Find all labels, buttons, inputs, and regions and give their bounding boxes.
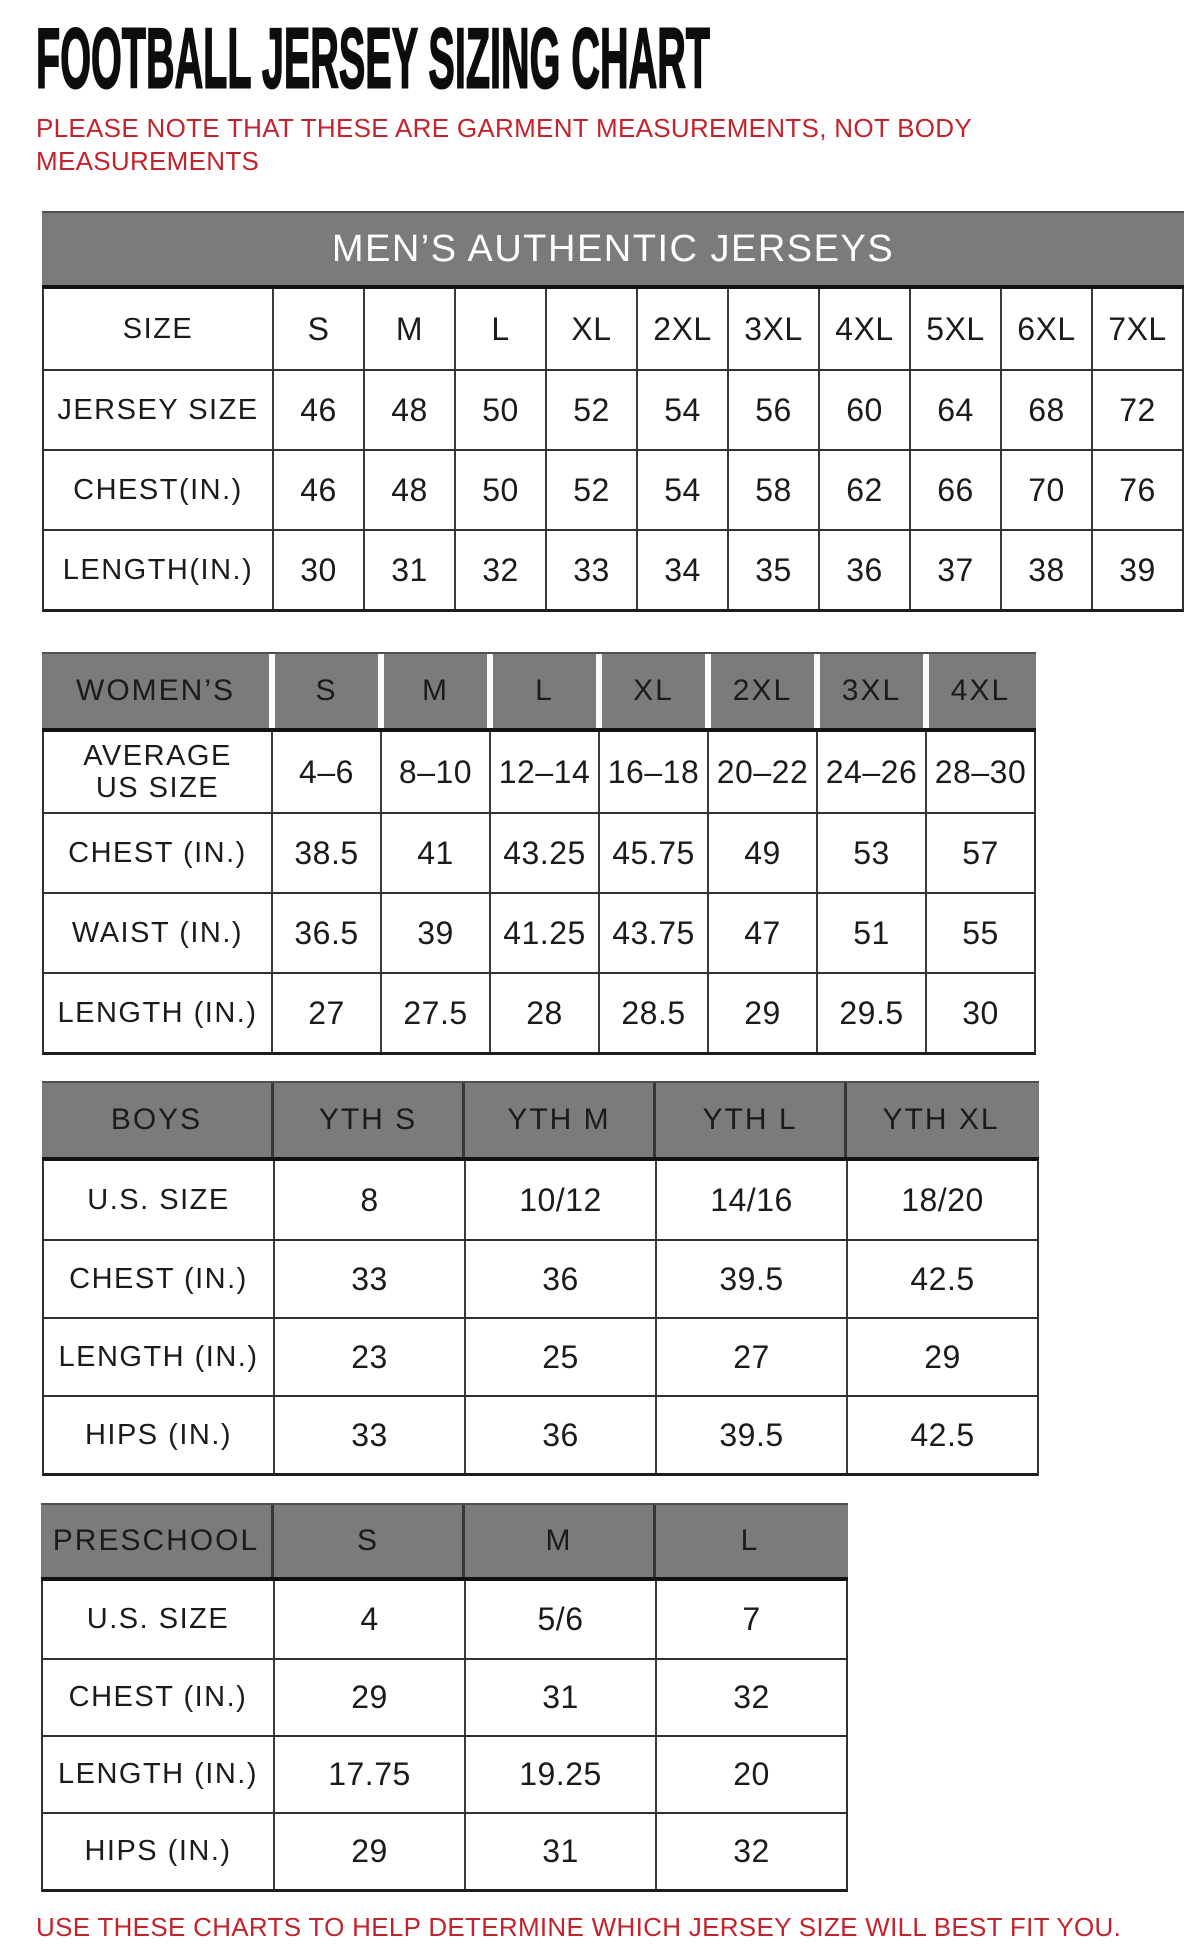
size-value-cell: L <box>454 289 545 369</box>
table-body <box>42 1161 1039 1476</box>
size-value-cell: XL <box>545 289 636 369</box>
size-value-cell: 37 <box>909 531 1000 609</box>
garment-measurement-note: PLEASE NOTE THAT THESE ARE GARMENT MEASUREMENTS, NOT BODY MEASUREMENTS <box>36 113 972 176</box>
size-value-cell: 42.5 <box>846 1241 1037 1317</box>
table-body <box>42 289 1184 612</box>
size-value-cell: 43.25 <box>489 814 598 892</box>
size-value-cell: 5XL <box>909 289 1000 369</box>
size-value-cell: 76 <box>1091 451 1182 529</box>
table-row <box>44 1161 1037 1239</box>
table-row <box>43 1812 846 1889</box>
table-header <box>42 211 1184 289</box>
size-value-cell: M <box>363 289 454 369</box>
size-value-cell: 57 <box>925 814 1034 892</box>
table-body <box>41 1581 848 1892</box>
size-value-cell: 35 <box>727 531 818 609</box>
size-value-cell: 53 <box>816 814 925 892</box>
table-row <box>44 1395 1037 1473</box>
column-header-cell: YTH L <box>653 1083 844 1157</box>
size-value-cell: 51 <box>816 894 925 972</box>
size-value-cell: 32 <box>655 1660 846 1735</box>
table-row <box>43 1581 846 1658</box>
size-value-cell: 7XL <box>1091 289 1182 369</box>
size-value-cell: 64 <box>909 371 1000 449</box>
size-value-cell: 48 <box>363 371 454 449</box>
table-row <box>44 812 1034 892</box>
size-value-cell: 36.5 <box>271 894 380 972</box>
size-value-cell: 33 <box>545 531 636 609</box>
column-header-cell: 3XL <box>814 654 923 728</box>
size-value-cell: 30 <box>272 531 363 609</box>
column-header-cell: YTH M <box>462 1083 653 1157</box>
size-value-cell: 60 <box>818 371 909 449</box>
size-value-cell: 50 <box>454 371 545 449</box>
size-value-cell: 29 <box>707 974 816 1052</box>
size-value-cell: 36 <box>464 1397 655 1473</box>
size-value-cell: 41.25 <box>489 894 598 972</box>
size-value-cell: 56 <box>727 371 818 449</box>
preschool-sizing-table <box>41 1503 848 1892</box>
table-row <box>44 1239 1037 1317</box>
size-value-cell: 27 <box>655 1319 846 1395</box>
page-title <box>36 9 1200 106</box>
table-row <box>44 1317 1037 1395</box>
size-value-cell: 45.75 <box>598 814 707 892</box>
row-label: LENGTH (IN.) <box>57 996 258 1029</box>
size-value-cell: 55 <box>925 894 1034 972</box>
table-row <box>44 972 1034 1052</box>
size-value-cell: 39 <box>1091 531 1182 609</box>
size-value-cell: 33 <box>273 1397 464 1473</box>
column-header-cell: S <box>269 654 378 728</box>
size-value-cell: 70 <box>1000 451 1091 529</box>
size-value-cell: 8 <box>273 1161 464 1239</box>
size-value-cell: 48 <box>363 451 454 529</box>
row-label: JERSEY SIZE <box>57 393 259 426</box>
table-row <box>44 529 1182 609</box>
column-header-cell: L <box>653 1505 844 1577</box>
size-value-cell: 27.5 <box>380 974 489 1052</box>
table-header-label: WOMEN’S <box>76 674 235 707</box>
size-value-cell: 31 <box>464 1660 655 1735</box>
womens-sizing-table <box>42 652 1036 1055</box>
size-value-cell: 41 <box>380 814 489 892</box>
size-value-cell: 29 <box>273 1814 464 1889</box>
size-value-cell: 16–18 <box>598 732 707 812</box>
column-header-cell: M <box>462 1505 653 1577</box>
size-value-cell: 43.75 <box>598 894 707 972</box>
row-label: U.S. SIZE <box>86 1603 230 1635</box>
table-header-label: PRESCHOOL <box>52 1524 260 1557</box>
size-value-cell: 30 <box>925 974 1034 1052</box>
size-value-cell: 18/20 <box>846 1161 1037 1239</box>
size-value-cell: 49 <box>707 814 816 892</box>
size-value-cell: S <box>272 289 363 369</box>
row-label: CHEST (IN.) <box>68 1681 248 1713</box>
row-label: AVERAGE US SIZE <box>83 739 232 804</box>
size-value-cell: 54 <box>636 371 727 449</box>
table-row <box>43 1658 846 1735</box>
size-value-cell: 68 <box>1000 371 1091 449</box>
size-value-cell: 31 <box>464 1814 655 1889</box>
size-value-cell: 8–10 <box>380 732 489 812</box>
row-label: SIZE <box>122 312 194 345</box>
size-value-cell: 17.75 <box>273 1737 464 1812</box>
footer-note: USE THESE CHARTS TO HELP DETERMINE WHICH JERSEY SIZE WILL BEST FIT YOU. <box>36 1912 1122 1942</box>
size-value-cell: 23 <box>273 1319 464 1395</box>
size-value-cell: 7 <box>655 1581 846 1658</box>
row-label: HIPS (IN.) <box>84 1835 232 1867</box>
size-value-cell: 72 <box>1091 371 1182 449</box>
size-value-cell: 58 <box>727 451 818 529</box>
table-row <box>44 449 1182 529</box>
size-value-cell: 32 <box>454 531 545 609</box>
page-title-text: FOOTBALL JERSEY SIZING CHART <box>36 9 710 106</box>
column-header-cell: YTH S <box>271 1083 462 1157</box>
mens-authentic-jerseys-table <box>42 211 1184 612</box>
size-value-cell: 5/6 <box>464 1581 655 1658</box>
size-value-cell: 6XL <box>1000 289 1091 369</box>
size-value-cell: 52 <box>545 451 636 529</box>
size-value-cell: 31 <box>363 531 454 609</box>
size-value-cell: 39.5 <box>655 1397 846 1473</box>
size-value-cell: 54 <box>636 451 727 529</box>
size-value-cell: 46 <box>272 451 363 529</box>
size-value-cell: 12–14 <box>489 732 598 812</box>
size-value-cell: 3XL <box>727 289 818 369</box>
column-header-cell: 2XL <box>705 654 814 728</box>
size-value-cell: 19.25 <box>464 1737 655 1812</box>
size-value-cell: 20–22 <box>707 732 816 812</box>
table-header <box>42 1081 1039 1161</box>
size-value-cell: 62 <box>818 451 909 529</box>
size-value-cell: 36 <box>818 531 909 609</box>
size-value-cell: 46 <box>272 371 363 449</box>
size-value-cell: 39.5 <box>655 1241 846 1317</box>
size-value-cell: 29 <box>273 1660 464 1735</box>
size-value-cell: 42.5 <box>846 1397 1037 1473</box>
size-value-cell: 20 <box>655 1737 846 1812</box>
column-header-cell: M <box>378 654 487 728</box>
size-value-cell: 4XL <box>818 289 909 369</box>
size-value-cell: 28–30 <box>925 732 1034 812</box>
size-value-cell: 29.5 <box>816 974 925 1052</box>
size-value-cell: 52 <box>545 371 636 449</box>
row-label: U.S. SIZE <box>87 1183 230 1216</box>
column-header-cell: S <box>271 1505 462 1577</box>
table-row <box>44 892 1034 972</box>
table-body <box>42 732 1036 1055</box>
table-header-label: BOYS <box>110 1103 203 1136</box>
size-value-cell: 47 <box>707 894 816 972</box>
size-value-cell: 27 <box>271 974 380 1052</box>
size-value-cell: 10/12 <box>464 1161 655 1239</box>
row-label: HIPS (IN.) <box>84 1418 233 1451</box>
size-value-cell: 36 <box>464 1241 655 1317</box>
size-value-cell: 39 <box>380 894 489 972</box>
table-row <box>44 369 1182 449</box>
size-value-cell: 4 <box>273 1581 464 1658</box>
column-header-cell: YTH XL <box>844 1083 1035 1157</box>
row-label: LENGTH (IN.) <box>57 1758 259 1790</box>
column-header-cell: L <box>487 654 596 728</box>
boys-sizing-table <box>42 1081 1039 1476</box>
row-label: LENGTH (IN.) <box>58 1340 259 1373</box>
size-value-cell: 34 <box>636 531 727 609</box>
row-label: CHEST(IN.) <box>73 473 243 506</box>
size-value-cell: 25 <box>464 1319 655 1395</box>
table-title: MEN’S AUTHENTIC JERSEYS <box>331 227 895 270</box>
column-header-cell: 4XL <box>923 654 1032 728</box>
column-header-cell: XL <box>596 654 705 728</box>
row-label: LENGTH(IN.) <box>62 553 254 586</box>
size-value-cell: 66 <box>909 451 1000 529</box>
table-row <box>44 289 1182 369</box>
size-value-cell: 14/16 <box>655 1161 846 1239</box>
size-value-cell: 29 <box>846 1319 1037 1395</box>
table-row <box>44 732 1034 812</box>
row-label: CHEST (IN.) <box>69 1262 248 1295</box>
table-header <box>42 652 1036 732</box>
row-label: CHEST (IN.) <box>68 836 247 869</box>
size-value-cell: 38 <box>1000 531 1091 609</box>
size-value-cell: 38.5 <box>271 814 380 892</box>
size-value-cell: 50 <box>454 451 545 529</box>
size-value-cell: 28 <box>489 974 598 1052</box>
size-value-cell: 28.5 <box>598 974 707 1052</box>
table-header <box>41 1503 848 1581</box>
row-label: WAIST (IN.) <box>71 916 244 949</box>
size-value-cell: 32 <box>655 1814 846 1889</box>
table-row <box>43 1735 846 1812</box>
size-value-cell: 2XL <box>636 289 727 369</box>
size-value-cell: 4–6 <box>271 732 380 812</box>
size-value-cell: 33 <box>273 1241 464 1317</box>
size-value-cell: 24–26 <box>816 732 925 812</box>
